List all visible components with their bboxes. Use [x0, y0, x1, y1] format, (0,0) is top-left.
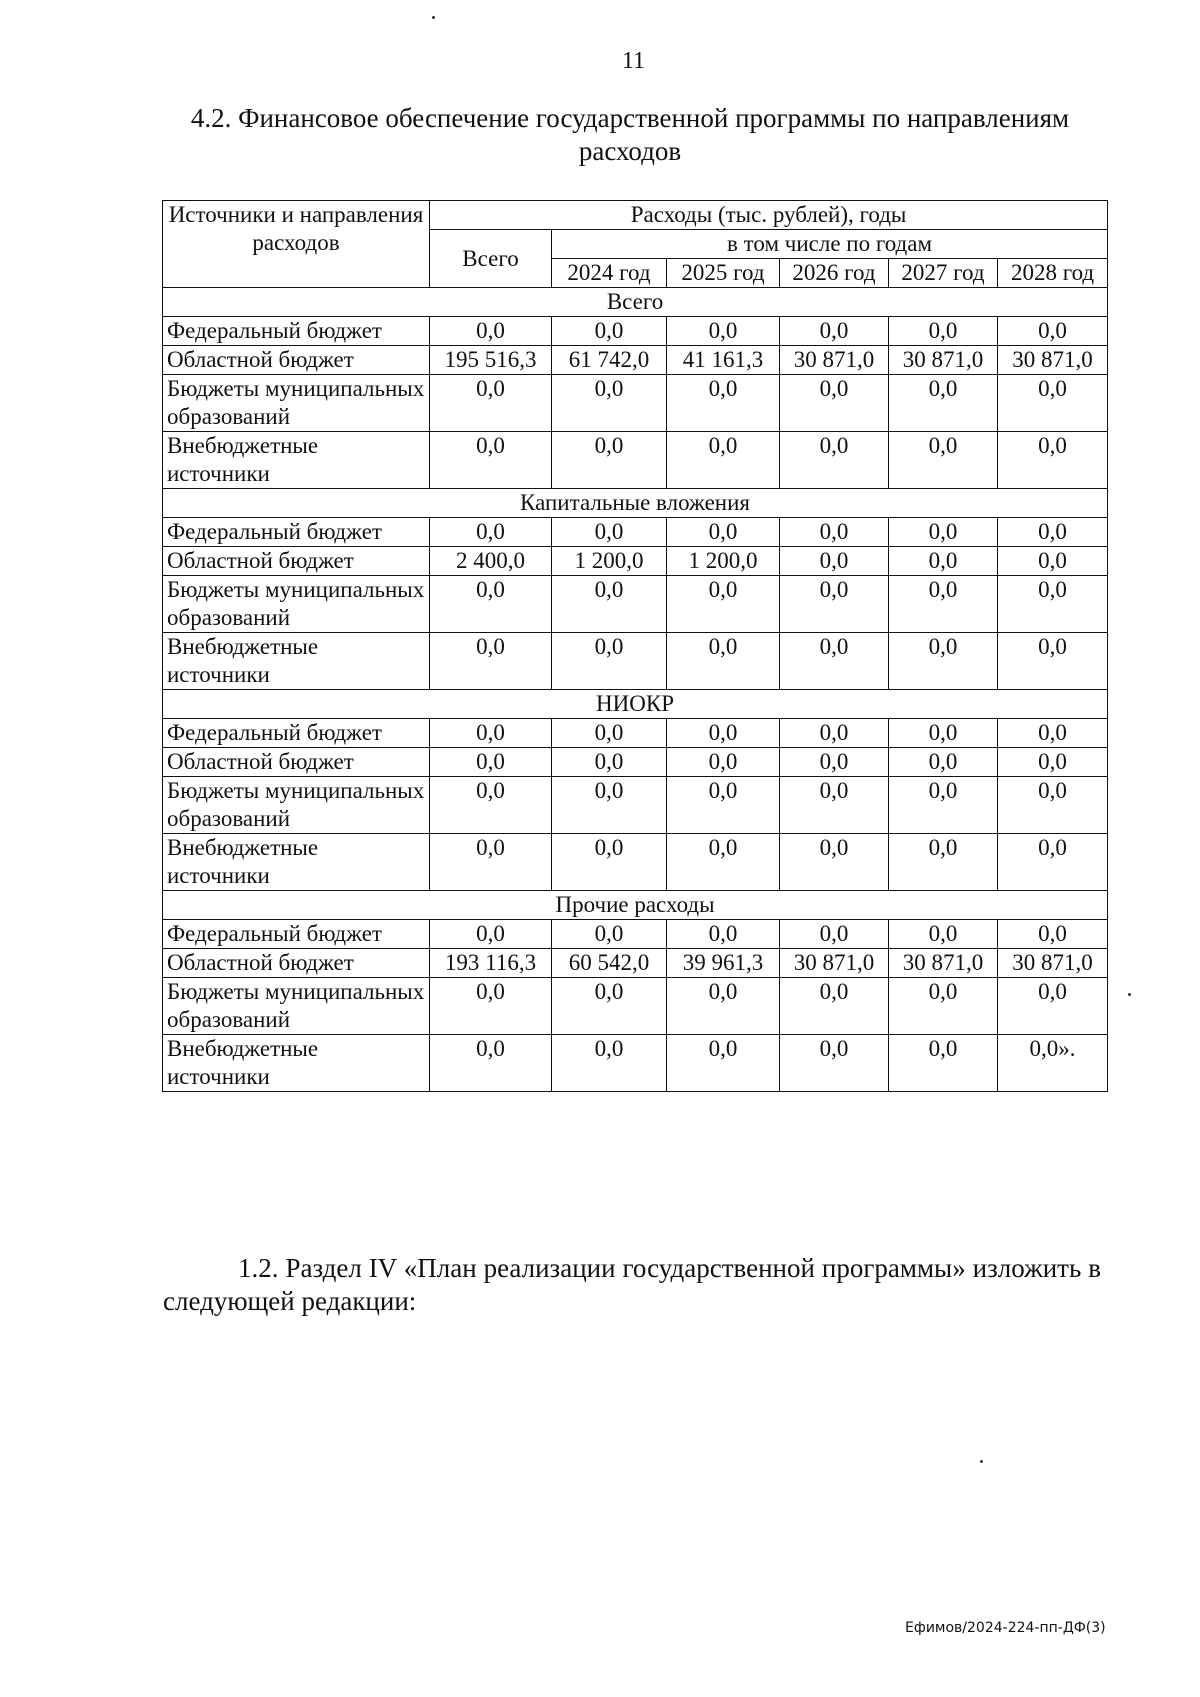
table-row: [163, 1035, 1108, 1092]
cell-year: 0,0: [552, 1035, 667, 1092]
cell-year: 0,0: [998, 576, 1108, 633]
row-label: Внебюджетные источники: [163, 834, 430, 891]
cell-year: 0,0: [780, 719, 889, 748]
cell-year: 30 871,0: [780, 346, 889, 375]
section-row: [163, 288, 1108, 317]
cell-year: 41 161,3: [667, 346, 780, 375]
cell-year: 0,0: [667, 317, 780, 346]
row-label: Внебюджетные источники: [163, 432, 430, 489]
section-row: [163, 891, 1108, 920]
table-row: [163, 375, 1108, 432]
scan-speck: [980, 1460, 983, 1463]
cell-year: 0,0: [889, 920, 998, 949]
cell-year: 0,0: [780, 748, 889, 777]
cell-year: 0,0: [552, 777, 667, 834]
cell-year: 30 871,0: [780, 949, 889, 978]
cell-year: 0,0: [667, 1035, 780, 1092]
cell-total: 0,0: [430, 317, 552, 346]
cell-year: 0,0: [667, 375, 780, 432]
cell-year: 30 871,0: [998, 949, 1108, 978]
section-title-cell: Прочие расходы: [163, 891, 1108, 920]
cell-total: 0,0: [430, 719, 552, 748]
cell-year: 0,0: [552, 432, 667, 489]
table-row: [163, 346, 1108, 375]
cell-total: 2 400,0: [430, 547, 552, 576]
section-title-line-1: 4.2. Финансовое обеспечение государственной программы по направлениям: [190, 103, 1070, 133]
row-label: Федеральный бюджет: [163, 719, 430, 748]
header-expenses: Расходы (тыс. рублей), годы: [430, 201, 1108, 230]
cell-year: 0,0: [889, 777, 998, 834]
cell-year: 0,0: [889, 576, 998, 633]
cell-year: 0,0: [552, 748, 667, 777]
cell-total: 0,0: [430, 1035, 552, 1092]
cell-year: 0,0: [889, 719, 998, 748]
cell-total: 0,0: [430, 834, 552, 891]
cell-year: 0,0: [889, 317, 998, 346]
page-number: 11: [621, 48, 646, 74]
table-row: [163, 920, 1108, 949]
amendment-paragraph-text: 1.2. Раздел IV «План реализации государственной программы» изложить в следующей редакции:: [163, 1253, 1101, 1316]
cell-year: 0,0: [667, 576, 780, 633]
cell-year: 0,0: [667, 978, 780, 1035]
section-title-cell: Всего: [163, 288, 1108, 317]
cell-year: 0,0: [889, 978, 998, 1035]
row-label: Федеральный бюджет: [163, 518, 430, 547]
cell-year: 0,0: [780, 317, 889, 346]
section-row: [163, 489, 1108, 518]
table-row: [163, 576, 1108, 633]
cell-year: 0,0: [552, 978, 667, 1035]
cell-year: 0,0: [667, 432, 780, 489]
cell-year: 0,0: [552, 719, 667, 748]
cell-year: 0,0: [552, 576, 667, 633]
cell-year: 0,0: [998, 920, 1108, 949]
scan-speck: [432, 16, 435, 19]
cell-year: 0,0: [667, 920, 780, 949]
cell-year: 0,0: [780, 978, 889, 1035]
table-row: [163, 949, 1108, 978]
section-title-line-2: расходов: [578, 136, 682, 166]
cell-total: 0,0: [430, 576, 552, 633]
cell-year: 0,0: [780, 432, 889, 489]
row-label: Внебюджетные источники: [163, 633, 430, 690]
cell-year: 0,0: [998, 748, 1108, 777]
table-row: [163, 777, 1108, 834]
document-code: Ефимов/2024-224-пп-ДФ(3): [905, 1620, 1106, 1636]
cell-year: 0,0: [889, 633, 998, 690]
cell-total: 0,0: [430, 633, 552, 690]
row-label: Областной бюджет: [163, 748, 430, 777]
scan-speck: [1128, 993, 1131, 996]
cell-year: 0,0: [552, 834, 667, 891]
cell-total: 195 516,3: [430, 346, 552, 375]
cell-year: 1 200,0: [552, 547, 667, 576]
cell-year: 0,0: [780, 576, 889, 633]
row-label: Областной бюджет: [163, 346, 430, 375]
row-label: Бюджеты муниципальных образований: [163, 375, 430, 432]
header-year-3: 2027 год: [889, 259, 998, 288]
cell-year: 0,0: [998, 547, 1108, 576]
row-label: Бюджеты муниципальных образований: [163, 978, 430, 1035]
header-total: Всего: [430, 230, 552, 288]
section-row: [163, 690, 1108, 719]
header-year-2: 2026 год: [780, 259, 889, 288]
cell-year: 0,0: [780, 920, 889, 949]
financing-table: [162, 200, 1108, 1092]
cell-year: 0,0: [667, 719, 780, 748]
row-label: Бюджеты муниципальных образований: [163, 777, 430, 834]
cell-total: 0,0: [430, 978, 552, 1035]
row-label: Областной бюджет: [163, 547, 430, 576]
cell-year: 0,0: [998, 777, 1108, 834]
table-row: [163, 547, 1108, 576]
section-title-cell: НИОКР: [163, 690, 1108, 719]
cell-total: 0,0: [430, 518, 552, 547]
cell-year: 0,0: [667, 518, 780, 547]
cell-total: 0,0: [430, 748, 552, 777]
row-label: Федеральный бюджет: [163, 317, 430, 346]
table-row: [163, 633, 1108, 690]
cell-year: 0,0: [889, 375, 998, 432]
table-row: [163, 518, 1108, 547]
cell-total: 0,0: [430, 777, 552, 834]
cell-year: 0,0: [780, 1035, 889, 1092]
table-row: [163, 748, 1108, 777]
cell-year: 0,0: [889, 432, 998, 489]
row-label: Бюджеты муниципальных образований: [163, 576, 430, 633]
cell-year: 0,0: [998, 375, 1108, 432]
cell-year: 0,0: [889, 518, 998, 547]
cell-year: 0,0: [780, 633, 889, 690]
cell-total: 0,0: [430, 920, 552, 949]
cell-year: 0,0: [780, 518, 889, 547]
amendment-paragraph: [163, 1252, 1101, 1318]
cell-year: 0,0: [780, 547, 889, 576]
cell-year: 0,0: [998, 834, 1108, 891]
cell-year: 30 871,0: [889, 346, 998, 375]
cell-year: 0,0: [998, 432, 1108, 489]
cell-year: 0,0: [998, 317, 1108, 346]
cell-year: 0,0: [667, 777, 780, 834]
cell-year: 0,0: [889, 1035, 998, 1092]
cell-year: 0,0: [780, 375, 889, 432]
cell-year: 0,0: [552, 920, 667, 949]
cell-year: 0,0: [889, 547, 998, 576]
section-title: [160, 102, 1100, 168]
table-row: [163, 317, 1108, 346]
table-row: [163, 834, 1108, 891]
cell-year: 0,0: [667, 748, 780, 777]
cell-year: 0,0: [889, 834, 998, 891]
header-year-1: 2025 год: [667, 259, 780, 288]
table-row: [163, 719, 1108, 748]
header-sources: Источники и направления расходов: [163, 201, 430, 288]
cell-year: 0,0: [552, 518, 667, 547]
cell-year: 0,0: [889, 748, 998, 777]
cell-year: 60 542,0: [552, 949, 667, 978]
header-year-0: 2024 год: [552, 259, 667, 288]
cell-year: 61 742,0: [552, 346, 667, 375]
cell-year: 0,0: [780, 777, 889, 834]
cell-year: 0,0: [998, 518, 1108, 547]
cell-year: 30 871,0: [998, 346, 1108, 375]
table-row: [163, 978, 1108, 1035]
cell-year: 0,0: [552, 375, 667, 432]
cell-year: 0,0: [552, 317, 667, 346]
cell-total: 0,0: [430, 432, 552, 489]
cell-year: 30 871,0: [889, 949, 998, 978]
header-including-by-years: в том числе по годам: [552, 230, 1108, 259]
cell-total: 0,0: [430, 375, 552, 432]
cell-year: 1 200,0: [667, 547, 780, 576]
cell-year: 0,0».: [998, 1035, 1108, 1092]
header-year-4: 2028 год: [998, 259, 1108, 288]
row-label: Федеральный бюджет: [163, 920, 430, 949]
section-title-cell: Капитальные вложения: [163, 489, 1108, 518]
table-row: [163, 432, 1108, 489]
cell-year: 0,0: [998, 719, 1108, 748]
cell-year: 0,0: [667, 834, 780, 891]
cell-year: 39 961,3: [667, 949, 780, 978]
cell-year: 0,0: [667, 633, 780, 690]
cell-total: 193 116,3: [430, 949, 552, 978]
row-label: Областной бюджет: [163, 949, 430, 978]
cell-year: 0,0: [998, 978, 1108, 1035]
cell-year: 0,0: [780, 834, 889, 891]
cell-year: 0,0: [998, 633, 1108, 690]
cell-year: 0,0: [552, 633, 667, 690]
row-label: Внебюджетные источники: [163, 1035, 430, 1092]
